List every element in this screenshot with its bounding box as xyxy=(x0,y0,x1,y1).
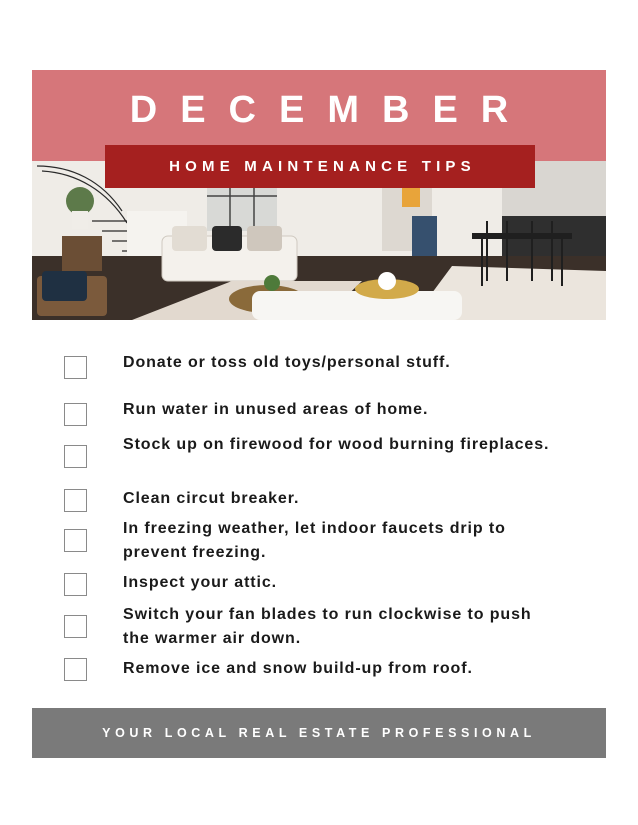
checkbox[interactable] xyxy=(64,403,87,426)
page-title: DECEMBER xyxy=(129,89,532,131)
item-label: Remove ice and snow build-up from roof. xyxy=(123,660,473,677)
checkbox[interactable] xyxy=(64,489,87,512)
item-label: Run water in unused areas of home. xyxy=(123,401,429,418)
item-label: Switch your fan blades to run clockwise to push the warmer air down. xyxy=(123,606,532,647)
footer-banner: YOUR LOCAL REAL ESTATE PROFESSIONAL xyxy=(32,708,606,758)
item-label: Inspect your attic. xyxy=(123,574,278,591)
checkbox[interactable] xyxy=(64,529,87,552)
item-label: Donate or toss old toys/personal stuff. xyxy=(123,354,451,371)
item-label: In freezing weather, let indoor faucets drip to prevent freezing. xyxy=(123,520,506,561)
item-label: Clean circut breaker. xyxy=(123,490,300,507)
checkbox[interactable] xyxy=(64,573,87,596)
item-label: Stock up on firewood for wood burning fireplaces. xyxy=(123,436,550,453)
checkbox[interactable] xyxy=(64,445,87,468)
page-subtitle: HOME MAINTENANCE TIPS xyxy=(105,145,535,188)
checkbox[interactable] xyxy=(64,615,87,638)
checkbox[interactable] xyxy=(64,658,87,681)
checkbox[interactable] xyxy=(64,356,87,379)
